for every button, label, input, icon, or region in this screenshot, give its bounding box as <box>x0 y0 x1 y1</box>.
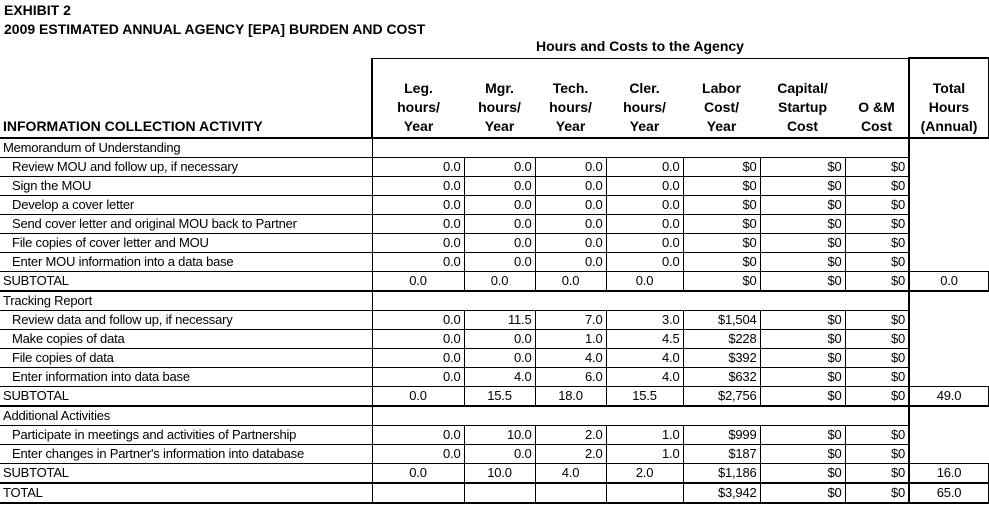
row-label: Enter changes in Partner's information into database <box>0 445 372 464</box>
labor-cell: $0 <box>683 196 760 215</box>
cler-cell <box>606 483 683 503</box>
labor-cell: $0 <box>683 272 760 292</box>
mgr-cell: 0.0 <box>464 330 535 349</box>
total-cell <box>909 158 989 177</box>
total-cell <box>909 426 989 445</box>
leg-cell: 0.0 <box>372 368 464 387</box>
mgr-cell: 10.0 <box>464 464 535 484</box>
row-label: Participate in meetings and activities of Partnership <box>0 426 372 445</box>
capital-cell: $0 <box>760 426 845 445</box>
subtotal-row <box>0 272 989 292</box>
row-label: Review data and follow up, if necessary <box>0 311 372 330</box>
total-cell <box>909 215 989 234</box>
document-titles <box>4 1 425 39</box>
mgr-cell: 0.0 <box>464 215 535 234</box>
labor-cell: $392 <box>683 349 760 368</box>
cler-cell: 0.0 <box>606 272 683 292</box>
cler-cell: 15.5 <box>606 387 683 407</box>
row-label: File copies of data <box>0 349 372 368</box>
row-label: SUBTOTAL <box>0 387 372 407</box>
capital-cell: $0 <box>760 368 845 387</box>
col-header-total <box>909 58 989 138</box>
row-label: Review MOU and follow up, if necessary <box>0 158 372 177</box>
row-label: Send cover letter and original MOU back to Partner <box>0 215 372 234</box>
row-label: SUBTOTAL <box>0 464 372 484</box>
col-header-labor <box>683 58 760 138</box>
cler-cell: 2.0 <box>606 464 683 484</box>
labor-cell: $0 <box>683 177 760 196</box>
col-header-activity: INFORMATION COLLECTION ACTIVITY <box>0 58 372 138</box>
tech-cell: 18.0 <box>535 387 606 407</box>
col-header-line: Startup <box>778 99 827 115</box>
om-cell: $0 <box>845 368 909 387</box>
capital-cell: $0 <box>760 483 845 503</box>
tech-cell: 0.0 <box>535 234 606 253</box>
om-cell: $0 <box>845 253 909 272</box>
tech-cell: 0.0 <box>535 215 606 234</box>
document-title: 2009 ESTIMATED ANNUAL AGENCY [EPA] BURDEN AND COST <box>4 21 426 37</box>
labor-cell: $1,186 <box>683 464 760 484</box>
total-cell: 0.0 <box>909 272 989 292</box>
leg-cell: 0.0 <box>372 445 464 464</box>
col-header-line: Year <box>629 118 660 134</box>
cler-cell: 1.0 <box>606 445 683 464</box>
tech-cell: 2.0 <box>535 426 606 445</box>
section-spacer <box>372 406 909 426</box>
capital-cell: $0 <box>760 158 845 177</box>
col-header-line: hours/ <box>478 99 521 115</box>
col-header-line: hours/ <box>549 99 592 115</box>
labor-cell: $1,504 <box>683 311 760 330</box>
col-header-tech <box>535 58 606 138</box>
section-spacer <box>372 291 909 311</box>
mgr-cell: 0.0 <box>464 445 535 464</box>
cler-cell: 0.0 <box>606 234 683 253</box>
capital-cell: $0 <box>760 311 845 330</box>
table-row <box>0 330 989 349</box>
capital-cell: $0 <box>760 196 845 215</box>
labor-cell: $0 <box>683 215 760 234</box>
mgr-cell: 4.0 <box>464 368 535 387</box>
cler-cell: 0.0 <box>606 215 683 234</box>
table-row <box>0 445 989 464</box>
capital-cell: $0 <box>760 387 845 407</box>
table-row <box>0 177 989 196</box>
section-header-row <box>0 138 989 158</box>
total-cell <box>909 177 989 196</box>
om-cell: $0 <box>845 215 909 234</box>
section-spacer <box>372 138 909 158</box>
tech-cell: 0.0 <box>535 158 606 177</box>
mgr-cell: 0.0 <box>464 349 535 368</box>
labor-cell: $2,756 <box>683 387 760 407</box>
om-cell: $0 <box>845 426 909 445</box>
table-row <box>0 234 989 253</box>
col-header-line: Hours <box>928 99 970 115</box>
col-header-line: hours/ <box>397 99 440 115</box>
table-row <box>0 311 989 330</box>
capital-cell: $0 <box>760 215 845 234</box>
mgr-cell: 10.0 <box>464 426 535 445</box>
total-cell <box>909 253 989 272</box>
row-label: TOTAL <box>0 483 372 503</box>
tech-cell <box>535 483 606 503</box>
col-header-line: Tech. <box>552 80 589 96</box>
total-cell <box>909 368 989 387</box>
row-label: Enter MOU information into a data base <box>0 253 372 272</box>
table-row <box>0 368 989 387</box>
leg-cell: 0.0 <box>372 387 464 407</box>
row-label: Enter information into data base <box>0 368 372 387</box>
labor-cell: $0 <box>683 234 760 253</box>
tech-cell: 4.0 <box>535 349 606 368</box>
col-header-line: O &M <box>858 99 895 115</box>
tech-cell: 6.0 <box>535 368 606 387</box>
capital-cell: $0 <box>760 349 845 368</box>
labor-cell: $3,942 <box>683 483 760 503</box>
col-header-line: Capital/ <box>777 80 828 96</box>
col-header-line: Cost <box>860 118 893 134</box>
om-cell: $0 <box>845 464 909 484</box>
om-cell: $0 <box>845 483 909 503</box>
capital-cell: $0 <box>760 177 845 196</box>
leg-cell: 0.0 <box>372 272 464 292</box>
om-cell: $0 <box>845 272 909 292</box>
tech-cell: 0.0 <box>535 177 606 196</box>
col-header-line: Labor <box>702 80 741 96</box>
table-row <box>0 349 989 368</box>
table-row <box>0 426 989 445</box>
table-row <box>0 215 989 234</box>
total-cell <box>909 311 989 330</box>
col-header-line: Year <box>484 118 515 134</box>
group-header: Hours and Costs to the Agency <box>536 38 744 54</box>
om-cell: $0 <box>845 158 909 177</box>
total-cell <box>909 138 989 158</box>
tech-cell: 7.0 <box>535 311 606 330</box>
col-header-line: Mgr. <box>485 80 514 96</box>
row-label: Make copies of data <box>0 330 372 349</box>
cler-cell: 4.5 <box>606 330 683 349</box>
col-header-line: Cler. <box>629 80 660 96</box>
om-cell: $0 <box>845 177 909 196</box>
om-cell: $0 <box>845 311 909 330</box>
total-cell <box>909 330 989 349</box>
col-header-line: Cost <box>786 118 819 134</box>
cler-cell: 4.0 <box>606 349 683 368</box>
tech-cell: 0.0 <box>535 253 606 272</box>
leg-cell: 0.0 <box>372 177 464 196</box>
col-header-line: Year <box>555 118 586 134</box>
labor-cell: $999 <box>683 426 760 445</box>
total-cell <box>909 406 989 426</box>
total-cell <box>909 234 989 253</box>
capital-cell: $0 <box>760 253 845 272</box>
leg-cell: 0.0 <box>372 349 464 368</box>
cler-cell: 3.0 <box>606 311 683 330</box>
section-header-row <box>0 291 989 311</box>
mgr-cell: 0.0 <box>464 272 535 292</box>
labor-cell: $0 <box>683 253 760 272</box>
cler-cell: 0.0 <box>606 177 683 196</box>
section-title: Memorandum of Understanding <box>0 138 372 158</box>
tech-cell: 1.0 <box>535 330 606 349</box>
mgr-cell: 0.0 <box>464 177 535 196</box>
leg-cell: 0.0 <box>372 464 464 484</box>
capital-cell: $0 <box>760 445 845 464</box>
capital-cell: $0 <box>760 330 845 349</box>
mgr-cell: 0.0 <box>464 158 535 177</box>
subtotal-row <box>0 464 989 484</box>
col-header-line: Year <box>706 118 737 134</box>
total-cell: 49.0 <box>909 387 989 407</box>
leg-cell: 0.0 <box>372 311 464 330</box>
capital-cell: $0 <box>760 272 845 292</box>
mgr-cell: 11.5 <box>464 311 535 330</box>
capital-cell: $0 <box>760 464 845 484</box>
col-header-line: Cost/ <box>704 99 739 115</box>
leg-cell: 0.0 <box>372 215 464 234</box>
labor-cell: $0 <box>683 158 760 177</box>
subtotal-row <box>0 387 989 407</box>
labor-cell: $228 <box>683 330 760 349</box>
om-cell: $0 <box>845 387 909 407</box>
mgr-cell: 0.0 <box>464 196 535 215</box>
section-title: Tracking Report <box>0 291 372 311</box>
leg-cell: 0.0 <box>372 253 464 272</box>
leg-cell: 0.0 <box>372 196 464 215</box>
tech-cell: 4.0 <box>535 464 606 484</box>
leg-cell: 0.0 <box>372 158 464 177</box>
table-row <box>0 253 989 272</box>
total-cell <box>909 349 989 368</box>
tech-cell: 0.0 <box>535 196 606 215</box>
cler-cell: 4.0 <box>606 368 683 387</box>
col-header-leg <box>372 58 464 138</box>
grand-total-row <box>0 483 989 503</box>
header-row <box>0 58 989 138</box>
cler-cell: 0.0 <box>606 253 683 272</box>
total-cell <box>909 196 989 215</box>
table-row <box>0 158 989 177</box>
row-label: Sign the MOU <box>0 177 372 196</box>
col-header-om <box>845 58 909 138</box>
leg-cell: 0.0 <box>372 330 464 349</box>
row-label: SUBTOTAL <box>0 272 372 292</box>
tech-cell: 2.0 <box>535 445 606 464</box>
total-cell <box>909 445 989 464</box>
col-header-capital <box>760 58 845 138</box>
col-header-line: hours/ <box>623 99 666 115</box>
leg-cell: 0.0 <box>372 234 464 253</box>
mgr-cell: 0.0 <box>464 253 535 272</box>
col-header-line: (Annual) <box>920 118 978 134</box>
labor-cell: $187 <box>683 445 760 464</box>
om-cell: $0 <box>845 330 909 349</box>
burden-cost-table <box>0 57 989 504</box>
cler-cell: 1.0 <box>606 426 683 445</box>
mgr-cell <box>464 483 535 503</box>
cler-cell: 0.0 <box>606 196 683 215</box>
exhibit-label: EXHIBIT 2 <box>4 2 71 18</box>
leg-cell <box>372 483 464 503</box>
col-header-mgr <box>464 58 535 138</box>
om-cell: $0 <box>845 445 909 464</box>
mgr-cell: 0.0 <box>464 234 535 253</box>
labor-cell: $632 <box>683 368 760 387</box>
cler-cell: 0.0 <box>606 158 683 177</box>
om-cell: $0 <box>845 196 909 215</box>
col-header-line: Year <box>403 118 434 134</box>
om-cell: $0 <box>845 234 909 253</box>
leg-cell: 0.0 <box>372 426 464 445</box>
om-cell: $0 <box>845 349 909 368</box>
tech-cell: 0.0 <box>535 272 606 292</box>
row-label: File copies of cover letter and MOU <box>0 234 372 253</box>
total-cell: 65.0 <box>909 483 989 503</box>
col-header-line: Total <box>932 80 966 96</box>
section-title: Additional Activities <box>0 406 372 426</box>
table-row <box>0 196 989 215</box>
total-cell: 16.0 <box>909 464 989 484</box>
col-header-line: Leg. <box>404 80 433 96</box>
col-header-cler <box>606 58 683 138</box>
total-cell <box>909 291 989 311</box>
section-header-row <box>0 406 989 426</box>
capital-cell: $0 <box>760 234 845 253</box>
row-label: Develop a cover letter <box>0 196 372 215</box>
mgr-cell: 15.5 <box>464 387 535 407</box>
